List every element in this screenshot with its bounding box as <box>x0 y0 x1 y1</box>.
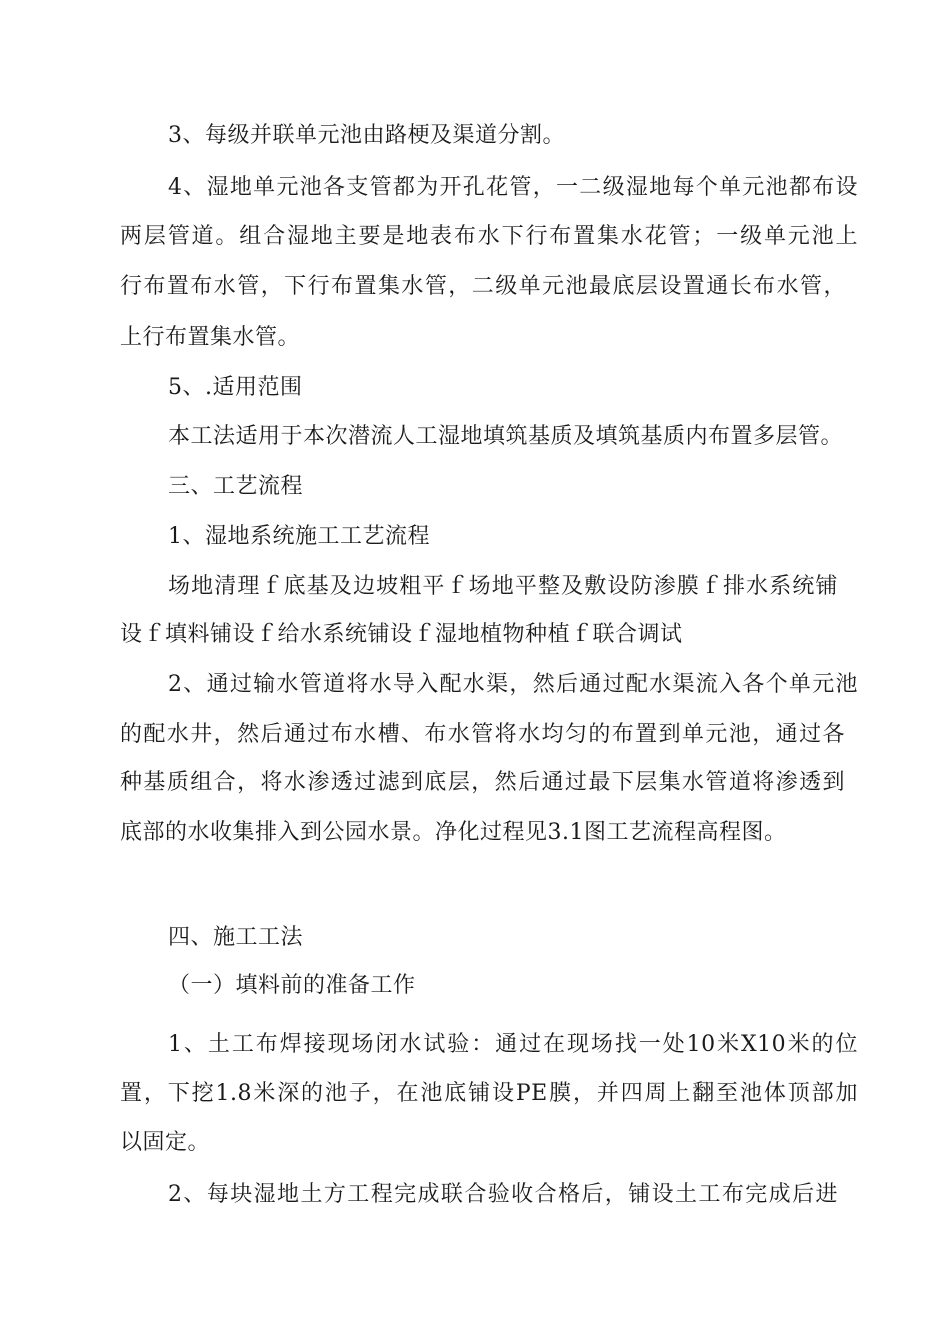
paragraph-item-4-line-3: 行布置布水管，下行布置集水管，二级单元池最底层设置通长布水管， <box>120 274 846 299</box>
paragraph-prep-1-line-3: 以固定。 <box>120 1130 211 1155</box>
paragraph-item-4-line-2: 两层管道。组合湿地主要是地表布水下行布置集水花管；一级单元池上 <box>120 224 858 249</box>
process-flow-line-2: 设ｆ填料铺设ｆ给水系统铺设ｆ湿地植物种植ｆ联合调试 <box>120 622 683 647</box>
paragraph-item-2-line-2: 的配水井，然后通过布水槽、布水管将水均匀的布置到单元池，通过各 <box>120 722 845 747</box>
paragraph-item-4-line-4: 上行布置集水管。 <box>120 325 301 350</box>
paragraph-item-3: 3、每级并联单元池由路梗及渠道分割。 <box>168 123 565 148</box>
paragraph-item-2-line-1: 2、通过输水管道将水导入配水渠，然后通过配水渠流入各个单元池 <box>168 672 858 697</box>
paragraph-item-4-line-1: 4、湿地单元池各支管都为开孔花管，一二级湿地每个单元池都布设 <box>168 175 858 200</box>
section-heading-scope: 5、.适用范围 <box>168 375 303 400</box>
process-flow-line-1: 场地清理ｆ底基及边坡粗平ｆ场地平整及敷设防渗膜ｆ排水系统铺 <box>168 574 838 599</box>
paragraph-prep-1-line-1: 1、土工布焊接现场闭水试验：通过在现场找一处10米X10米的位 <box>168 1032 858 1057</box>
section-heading-construction: 四、施工工法 <box>168 925 304 950</box>
paragraph-prep-1-line-2: 置，下挖1.8米深的池子，在池底铺设PE膜，并四周上翻至池体顶部加 <box>120 1081 858 1106</box>
subheading-process-1: 1、湿地系统施工工艺流程 <box>168 524 430 549</box>
subheading-preparation: （一）填料前的准备工作 <box>168 973 416 998</box>
paragraph-prep-2-line-1: 2、每块湿地土方工程完成联合验收合格后，铺设土工布完成后进 <box>168 1182 838 1207</box>
paragraph-item-2-line-3: 种基质组合，将水渗透过滤到底层，然后通过最下层集水管道将渗透到 <box>120 770 845 795</box>
section-heading-process: 三、工艺流程 <box>168 474 304 499</box>
paragraph-scope: 本工法适用于本次潜流人工湿地填筑基质及填筑基质内布置多层管。 <box>168 424 844 449</box>
paragraph-item-2-line-4: 底部的水收集排入到公园水景。净化过程见3.1图工艺流程高程图。 <box>120 820 787 845</box>
